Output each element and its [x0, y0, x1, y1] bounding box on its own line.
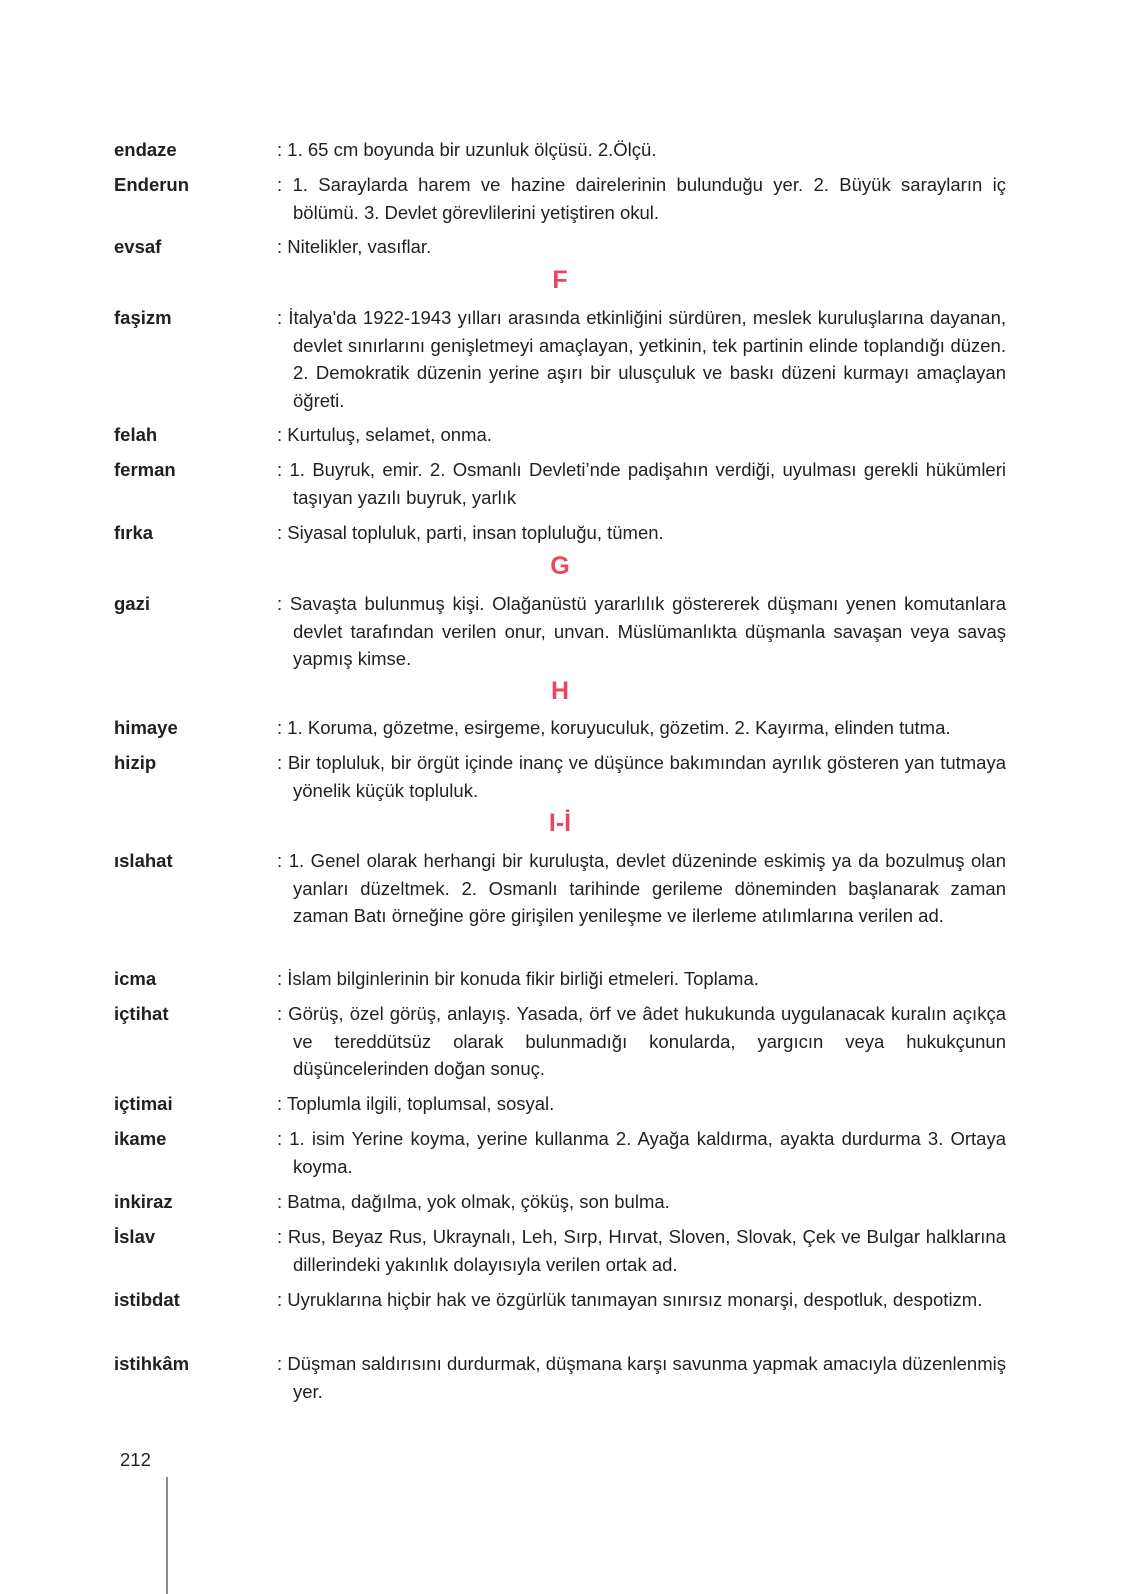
definition: : Düşman saldırısını durdurmak, düşmana karşı savunma yapmak amacıyla düzenlenmiş yer.	[277, 1353, 1006, 1402]
term: Enderun	[114, 174, 190, 195]
term: ıslahat	[114, 850, 173, 871]
section-letter: I-İ	[548, 809, 572, 837]
definition: : Batma, dağılma, yok olmak, çöküş, son bulma.	[277, 1191, 670, 1212]
definition: : Nitelikler, vasıflar.	[277, 236, 432, 257]
definition: : Kurtuluş, selamet, onma.	[277, 424, 492, 445]
margin-rule	[166, 1477, 168, 1594]
definition: : Toplumla ilgili, toplumsal, sosyal.	[277, 1093, 555, 1114]
term: hizip	[114, 752, 157, 773]
definition: : İslam bilginlerinin bir konuda fikir birliği etmeleri. Toplama.	[277, 968, 759, 989]
term: gazi	[114, 593, 150, 614]
term: istibdat	[114, 1289, 180, 1310]
section-letter: G	[550, 552, 570, 580]
definition: : 1. Genel olarak herhangi bir kuruluşta, devlet düzeninde eskimiş ya da bozulmuş olan yanları düzeltmek. 2. Osmanlı tarihinde gerileme döneminden başlanarak zaman zaman Batı örneğine göre girişilen yenileşme ve ilerleme atılımlarına verilen ad.	[277, 850, 1006, 926]
term: fırka	[114, 522, 154, 543]
definition: : 1. Saraylarda harem ve hazine dairelerinin bulunduğu yer. 2. Büyük sarayların iç bölümü. 3. Devlet görevlilerini yetiştiren okul.	[277, 174, 1006, 223]
term: ikame	[114, 1128, 167, 1149]
section-letter: F	[552, 266, 568, 294]
section-letter: H	[550, 677, 570, 705]
term: himaye	[114, 717, 178, 738]
definition: : Rus, Beyaz Rus, Ukraynalı, Leh, Sırp, Hırvat, Sloven, Slovak, Çek ve Bulgar halklarına dillerindeki yakınlık dolayısıyla verilen ortak ad.	[277, 1226, 1006, 1275]
term: inkiraz	[114, 1191, 173, 1212]
definition: : 1. 65 cm boyunda bir uzunluk ölçüsü. 2.Ölçü.	[277, 139, 657, 160]
term: istihkâm	[114, 1353, 190, 1374]
term: faşizm	[114, 307, 172, 328]
definition: : İtalya'da 1922-1943 yılları arasında etkinliğini sürdüren, meslek kuruluşlarına dayanan, devlet sınırlarını genişletmeyi amaçlayan, yetkinin, tek partinin elinde toplandığı düzen. 2. Demokratik düzenin yerine aşırı bir ulusçuluk ve baskı düzeni kurmayı amaçlayan öğreti.	[277, 307, 1006, 411]
definition: : Uyruklarına hiçbir hak ve özgürlük tanımayan sınırsız monarşi, despotluk, despotizm.	[277, 1289, 983, 1310]
term: içtimai	[114, 1093, 173, 1114]
term: ferman	[114, 459, 176, 480]
term: felah	[114, 424, 158, 445]
definition: : 1. isim Yerine koyma, yerine kullanma 2. Ayağa kaldırma, ayakta durdurma 3. Ortaya koyma.	[277, 1128, 1006, 1177]
page-number: 212	[120, 1449, 151, 1470]
term: evsaf	[114, 236, 162, 257]
term: icma	[114, 968, 157, 989]
definition: : Savaşta bulunmuş kişi. Olağanüstü yararlılık göstererek düşmanı yenen komutanlara devlet tarafından verilen onur, unvan. Müslümanlıkta düşmanla savaşan veya savaş yapmış kimse.	[277, 593, 1006, 669]
term: endaze	[114, 139, 177, 160]
term: içtihat	[114, 1003, 169, 1024]
definition: : 1. Buyruk, emir. 2. Osmanlı Devleti’nde padişahın verdiği, uyulması gerekli hükümleri taşıyan yazılı buyruk, yarlık	[277, 459, 1006, 508]
term: İslav	[114, 1226, 156, 1247]
definition: : 1. Koruma, gözetme, esirgeme, koruyuculuk, gözetim. 2. Kayırma, elinden tutma.	[277, 717, 951, 738]
definition: : Siyasal topluluk, parti, insan topluluğu, tümen.	[277, 522, 664, 543]
definition: : Görüş, özel görüş, anlayış. Yasada, örf ve âdet hukukunda uygulanacak kuralın açıkça ve tereddütsüz olarak bulunmadığı konularda, yargıcın veya hukukçunun düşüncelerinden doğan sonuç.	[277, 1003, 1006, 1079]
definition: : Bir topluluk, bir örgüt içinde inanç ve düşünce bakımından ayrılık gösteren yan tutmaya yönelik küçük topluluk.	[277, 752, 1006, 801]
